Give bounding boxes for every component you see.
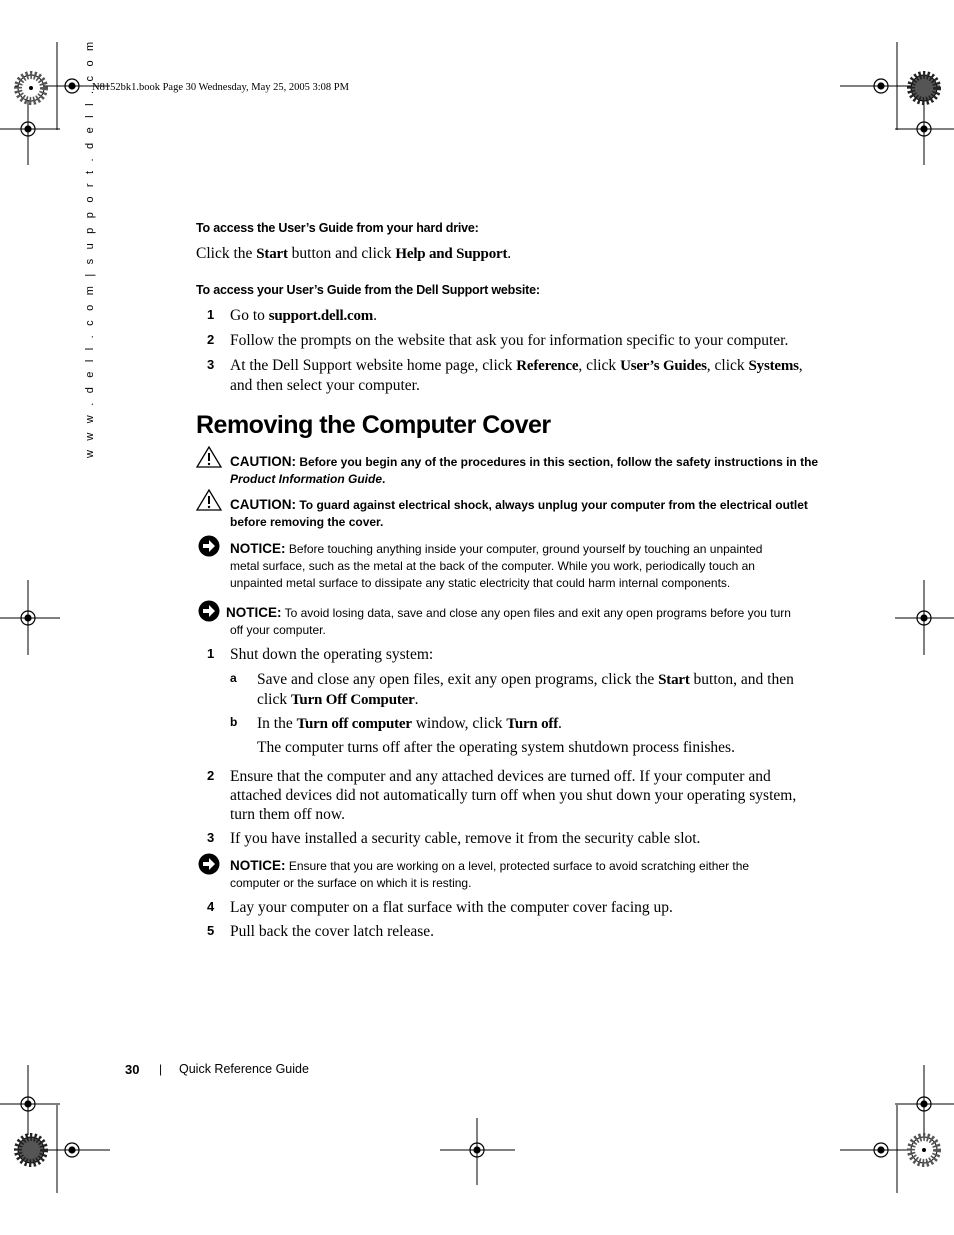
- sa-p4: .: [414, 691, 419, 708]
- notice-2-label: NOTICE:: [226, 605, 282, 620]
- notice-1: [230, 540, 762, 592]
- help-support-label: Help and Support: [395, 246, 508, 262]
- notice-3-line2: computer or the surface on which it is resting.: [230, 876, 472, 890]
- caution-1-end: .: [382, 472, 386, 486]
- notice-2-line1: To avoid losing data, save and close any open files and exit any open programs before you turn: [281, 606, 791, 620]
- step-a: [257, 670, 794, 710]
- step-1: Shut down the operating system:: [230, 646, 434, 663]
- step-5: Pull back the cover latch release.: [230, 923, 434, 940]
- website-heading: To access your User’s Guide from the Dell Support website:: [196, 283, 540, 297]
- step-b: [257, 714, 562, 734]
- notice-1-line3: unpainted metal surface to dissipate any static electricity that could harm internal components.: [230, 576, 731, 590]
- caution-1-line1: Before you begin any of the procedures in this section, follow the safety instructions in the: [296, 455, 819, 469]
- step-1-num: 1: [207, 646, 215, 661]
- s2-line1: Ensure that the computer and any attached devices are turned off. If your computer and: [230, 768, 771, 785]
- notice-1-line1: Before touching anything inside your computer, ground yourself by touching an unpainted: [285, 542, 763, 556]
- sa-p3: click: [257, 691, 291, 708]
- notice-2: [226, 604, 791, 639]
- ws3-p4: ,: [798, 357, 803, 374]
- step-3: If you have installed a security cable, remove it from the security cable slot.: [230, 830, 701, 847]
- web-step-1: [230, 306, 377, 326]
- sb-p3: .: [558, 715, 562, 732]
- sb-window-name: Turn off computer: [296, 716, 412, 732]
- step-b-letter: b: [230, 715, 238, 729]
- sb-turn-off: Turn off: [506, 716, 559, 732]
- step-4-num: 4: [207, 899, 215, 914]
- web-step-1-pre: Go to: [230, 307, 269, 324]
- step-b-note: The computer turns off after the operating system shutdown process finishes.: [257, 739, 735, 756]
- web-step-3-num: 3: [207, 357, 215, 372]
- notice-3: [230, 857, 749, 892]
- step-5-num: 5: [207, 923, 215, 938]
- start-text: Start: [256, 246, 288, 262]
- notice-icon: [198, 535, 220, 557]
- hd-end: .: [507, 245, 512, 262]
- ws3-reference: Reference: [516, 358, 579, 374]
- sa-turn-off-computer: Turn Off Computer: [291, 692, 415, 708]
- web-step-1-post: .: [373, 307, 377, 324]
- section-title: Removing the Computer Cover: [196, 411, 551, 439]
- hard-drive-heading: To access the User’s Guide from your hard drive:: [196, 221, 479, 235]
- notice-icon: [198, 600, 220, 622]
- caution-1-label: CAUTION:: [230, 454, 296, 469]
- sb-p2: window, click: [411, 715, 507, 732]
- ws3-p2: , click: [578, 357, 621, 374]
- footer-title: Quick Reference Guide: [179, 1062, 309, 1076]
- sb-p1: In the: [257, 715, 297, 732]
- notice-3-line1: Ensure that you are working on a level, protected surface to avoid scratching either the: [285, 859, 750, 873]
- web-step-3: [230, 356, 803, 395]
- step-2: [230, 767, 796, 824]
- web-step-2-num: 2: [207, 332, 215, 347]
- hard-drive-instruction: [196, 244, 511, 264]
- page-number: 30: [125, 1062, 140, 1077]
- notice-1-label: NOTICE:: [230, 541, 286, 556]
- web-step-1-num: 1: [207, 307, 215, 322]
- caution-2-line1: To guard against electrical shock, always unplug your computer from the electrical outlet: [296, 498, 808, 512]
- ws3-line2: and then select your computer.: [230, 377, 420, 394]
- caution-2: [230, 496, 808, 531]
- ws3-p3: , click: [706, 357, 749, 374]
- sa-p1: Save and close any open files, exit any open programs, click the: [257, 671, 659, 688]
- step-3-num: 3: [207, 830, 215, 845]
- caution-1-italic: Product Information Guide: [230, 472, 382, 486]
- notice-3-label: NOTICE:: [230, 858, 286, 873]
- print-header: N8152bk1.book Page 30 Wednesday, May 25, 2005 3:08 PM: [92, 82, 349, 93]
- notice-2-line2: off your computer.: [230, 623, 326, 637]
- s2-line2: attached devices did not automatically turn off when you shut down your operating system,: [230, 787, 797, 804]
- caution-icon: [196, 446, 222, 468]
- support-link[interactable]: support.dell.com: [268, 308, 374, 324]
- hd-pre: Click the: [196, 245, 257, 262]
- caution-1: [230, 453, 818, 488]
- start-label: [256, 245, 288, 262]
- ws3-systems: Systems: [748, 358, 799, 374]
- caution-2-line2: before removing the cover.: [230, 515, 384, 529]
- footer-separator: |: [159, 1062, 163, 1076]
- web-step-2: Follow the prompts on the website that ask you for information specific to your computer.: [230, 332, 789, 349]
- hd-mid: button and click: [287, 245, 396, 262]
- notice-1-line2: metal surface, such as the metal at the back of the computer. While you work, periodically touch an: [230, 559, 755, 573]
- ws3-users-guides: User’s Guides: [620, 358, 707, 374]
- ws3-p1: At the Dell Support website home page, click: [230, 357, 517, 374]
- notice-icon: [198, 853, 220, 875]
- caution-2-label: CAUTION:: [230, 497, 296, 512]
- step-2-num: 2: [207, 768, 215, 783]
- step-4: Lay your computer on a flat surface with the computer cover facing up.: [230, 899, 673, 916]
- side-url-text: w w w . d e l l . c o m | s u p p o r t . d e l l . c o m: [84, 38, 96, 458]
- caution-icon: [196, 489, 222, 511]
- sa-p2: button, and then: [689, 671, 794, 688]
- s2-line3: turn them off now.: [230, 806, 345, 823]
- sa-start: Start: [658, 672, 690, 688]
- step-a-letter: a: [230, 671, 237, 685]
